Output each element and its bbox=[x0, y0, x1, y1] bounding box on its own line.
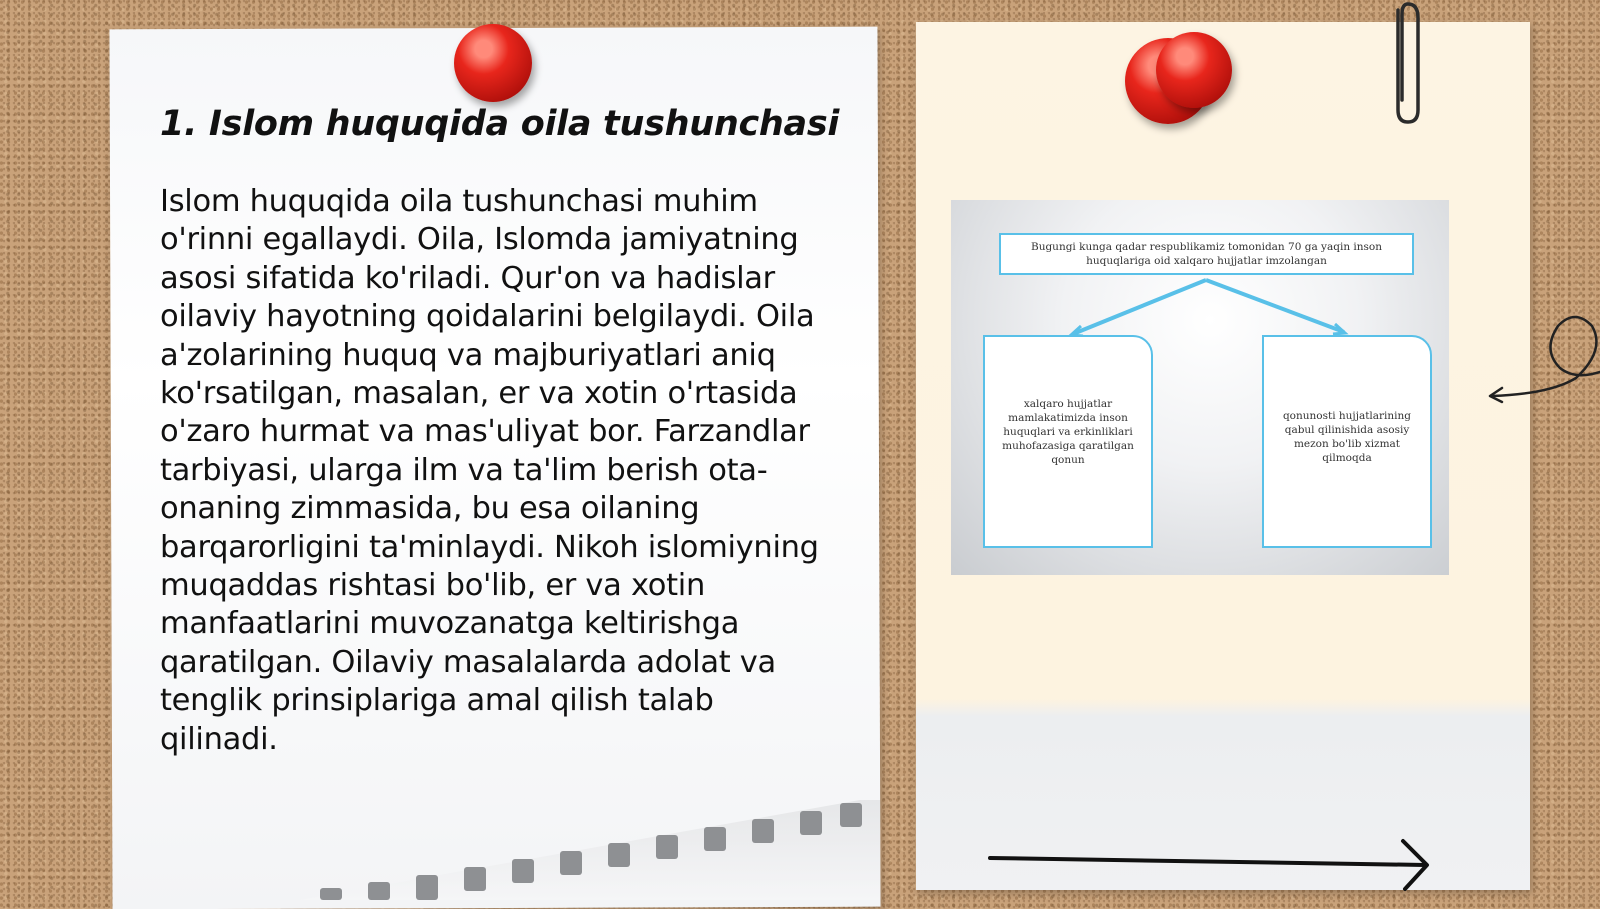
slide-title: 1. Islom huquqida oila tushunchasi bbox=[160, 104, 840, 144]
diagram-image bbox=[951, 200, 1449, 575]
curly-arrow-icon bbox=[1480, 310, 1600, 410]
red-push-pin-icon bbox=[1156, 32, 1232, 108]
diagram-right-box: qonunosti hujjatlarining qabul qilinishida asosiy mezon bo'lib xizmat qilmoqda bbox=[1262, 335, 1432, 548]
paper-clip-icon bbox=[1378, 0, 1428, 125]
torn-paper-edge bbox=[300, 800, 880, 900]
right-arrow-icon bbox=[985, 835, 1445, 895]
diagram-left-box: xalqaro hujjatlar mamlakatimizda inson huquqlari va erkinliklari muhofazasiga qaratilgan qonun bbox=[983, 335, 1153, 548]
red-push-pin-icon bbox=[454, 24, 532, 102]
diagram-top-box: Bugungi kunga qadar respublikamiz tomonidan 70 ga yaqin inson huquqlariga oid xalqaro hujjatlar imzolangan bbox=[999, 233, 1414, 275]
slide-body-text: Islom huquqida oila tushunchasi muhim o'rinni egallaydi. Oila, Islomda jamiyatning asosi sifatida ko'riladi. Qur'on va hadislar oilaviy hayotning qoidalarini belgilaydi. Oila a'zolarining huquq va majburiyatlari aniq ko'rsatilgan, masalan, er va xotin o'rtasida o'zaro hurmat va mas'uliyat bor. Farzandlar tarbiyasi, ularga ilm va ta'lim berish ota-onaning zimmasida, bu esa oilaning barqarorligini ta'minlaydi. Nikoh islomiyning muqaddas rishtasi bo'lib, er va xotin manfaatlarini muvozanatga keltirishga qaratilgan. Oilaviy masalalarda adolat va tenglik prinsiplariga amal qilish talab qilinadi. bbox=[160, 184, 819, 757]
